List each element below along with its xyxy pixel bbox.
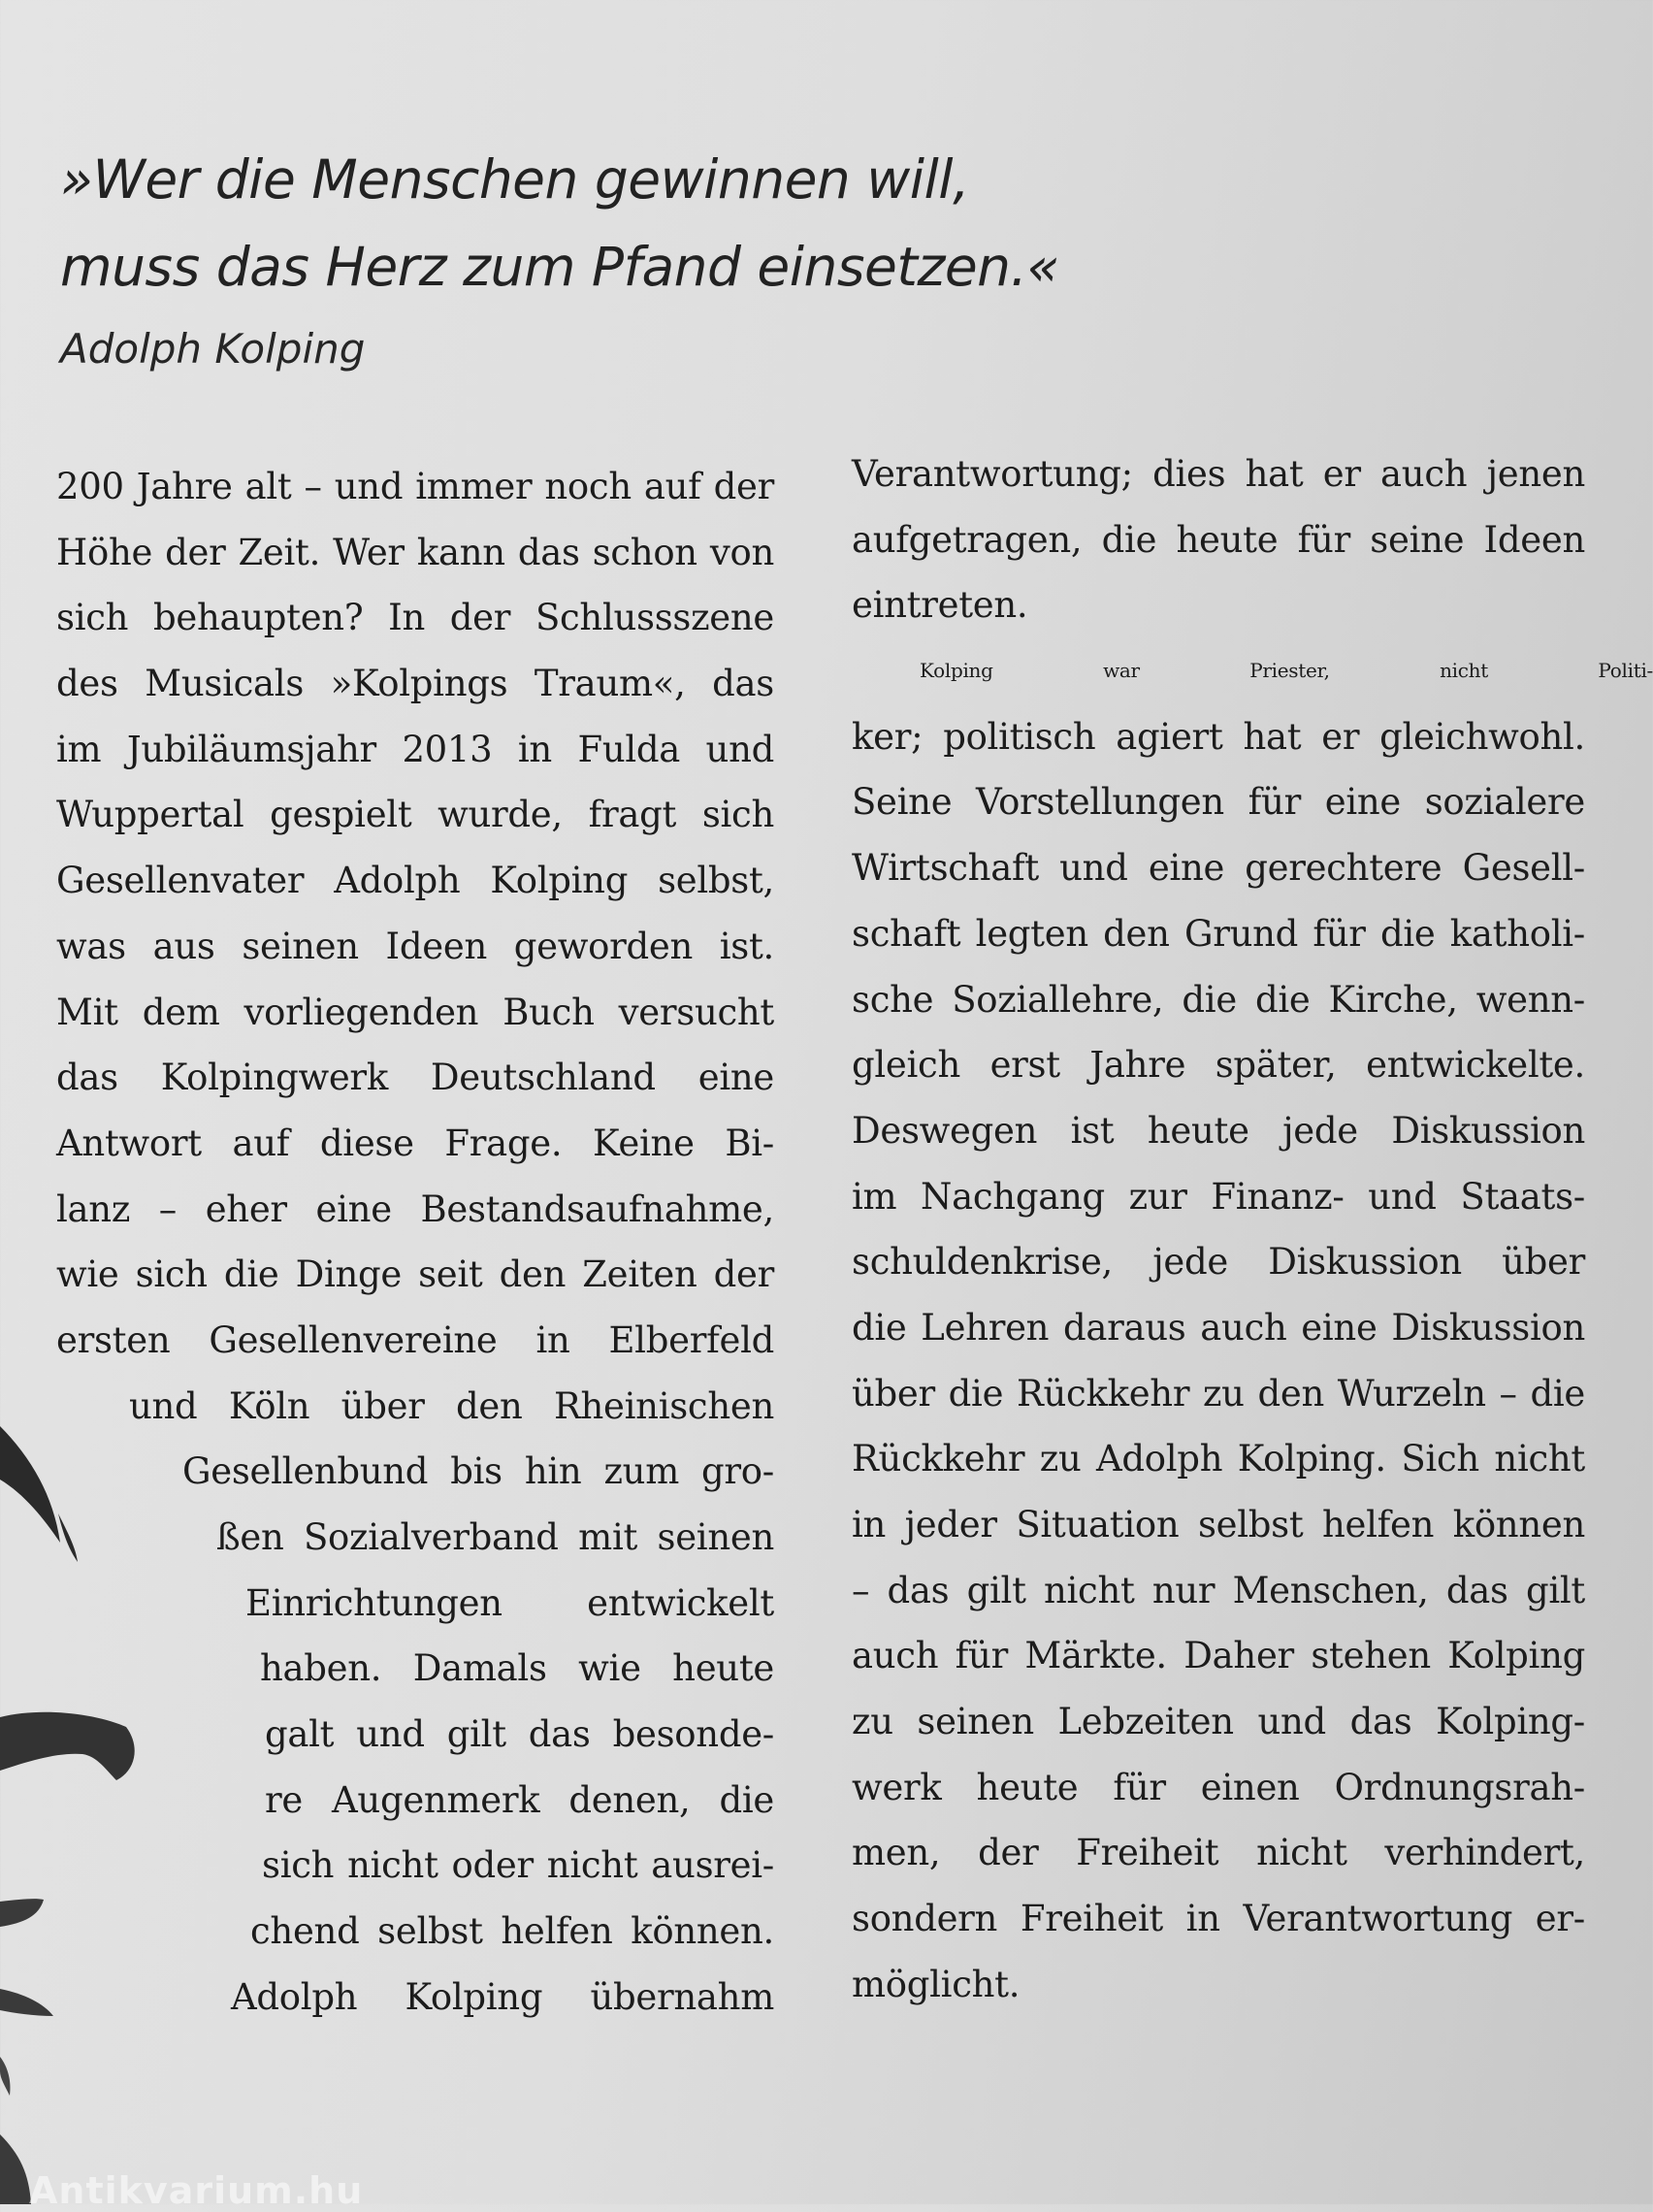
text-line: 200 Jahre alt – und immer noch auf der (56, 466, 774, 507)
text-line: lanz – eher eine Bestandsaufnahme, (56, 1187, 774, 1230)
text-line: eintreten. (852, 584, 1028, 627)
watermark-text: Antikvarium.hu (29, 2169, 364, 2212)
text-line: Gesellenvater Adolph Kolping selbst, (56, 860, 774, 902)
text-line: Seine Vorstellungen für eine sozialere (852, 781, 1585, 824)
text-line: ßen Sozialverband mit seinen (216, 1516, 774, 1558)
text-line: Mit dem vorliegenden Buch versucht (56, 991, 774, 1033)
text-line: gleich erst Jahre später, entwickelte. (852, 1044, 1585, 1087)
text-line: im Jubiläumsjahr 2013 in Fulda und (56, 728, 774, 770)
quote-line-1: »Wer die Menschen gewinnen will, (60, 148, 970, 211)
text-line: im Nachgang zur Finanz- und Staats- (852, 1175, 1585, 1218)
text-line: Höhe der Zeit. Wer kann das schon von (56, 531, 774, 573)
text-line: Deswegen ist heute jede Diskussion (852, 1109, 1585, 1152)
text-line: chend selbst helfen können. (250, 1910, 774, 1953)
text-line: schuldenkrise, jede Diskussion über (852, 1241, 1585, 1284)
text-line: Adolph Kolping übernahm (231, 1975, 774, 2018)
text-line: Wuppertal gespielt wurde, fragt sich (56, 794, 774, 836)
text-line: schaft legten den Grund für die katholi- (852, 912, 1585, 955)
text-line: ker; politisch agiert hat er gleichwohl. (852, 715, 1585, 758)
text-line: Verantwortung; dies hat er auch jenen (852, 453, 1585, 495)
text-line: re Augenmerk denen, die (265, 1778, 774, 1821)
text-line: und Köln über den Rheinischen (129, 1384, 774, 1427)
text-line: – das gilt nicht nur Menschen, das gilt (852, 1569, 1585, 1611)
epigraph-quote (60, 136, 1127, 310)
text-line: auch für Märkte. Daher stehen Kolping (852, 1635, 1585, 1677)
text-line: Antwort auf diese Frage. Keine Bi- (56, 1122, 774, 1164)
text-line: Kolping war Priester, nicht Politi- (920, 659, 1653, 683)
text-line: das Kolpingwerk Deutschland eine (56, 1057, 774, 1099)
text-line: Wirtschaft und eine gerechtere Gesell- (852, 847, 1585, 890)
text-line: Gesellenbund bis hin zum gro- (182, 1450, 774, 1493)
text-line: möglicht. (852, 1963, 1021, 2005)
text-line: zu seinen Lebzeiten und das Kolping- (852, 1701, 1585, 1743)
text-line: in jeder Situation selbst helfen können (852, 1504, 1585, 1545)
text-line: sich behaupten? In der Schlussszene (56, 597, 774, 639)
text-line: des Musicals »Kolpings Traum«, das (56, 663, 774, 705)
text-line: sche Soziallehre, die die Kirche, wenn- (852, 978, 1585, 1021)
text-line: über die Rückkehr zu den Wurzeln – die (852, 1372, 1585, 1415)
quote-author: Adolph Kolping (60, 325, 366, 373)
text-line: sich nicht oder nicht ausrei- (262, 1844, 774, 1887)
text-line: sondern Freiheit in Verantwortung er- (852, 1898, 1585, 1940)
text-column-left (56, 454, 774, 2031)
text-line: Rückkehr zu Adolph Kolping. Sich nicht (852, 1438, 1585, 1480)
text-line: galt und gilt das besonde- (265, 1713, 774, 1756)
text-line: wie sich die Dinge seit den Zeiten der (56, 1253, 774, 1296)
text-line: die Lehren daraus auch eine Diskussion (852, 1306, 1585, 1349)
text-line: haben. Damals wie heute (260, 1647, 774, 1690)
text-line: aufgetragen, die heute für seine Ideen (852, 518, 1585, 561)
quote-line-2: muss das Herz zum Pfand einsetzen.« (60, 236, 1059, 298)
text-line: werk heute für einen Ordnungsrah- (852, 1766, 1585, 1808)
text-line: ersten Gesellenvereine in Elberfeld (56, 1318, 774, 1361)
text-column-right (852, 441, 1653, 2018)
text-line: Einrichtungen entwickelt (245, 1581, 774, 1624)
text-line: was aus seinen Ideen geworden ist. (56, 925, 774, 967)
text-line: men, der Freiheit nicht verhindert, (852, 1832, 1585, 1874)
